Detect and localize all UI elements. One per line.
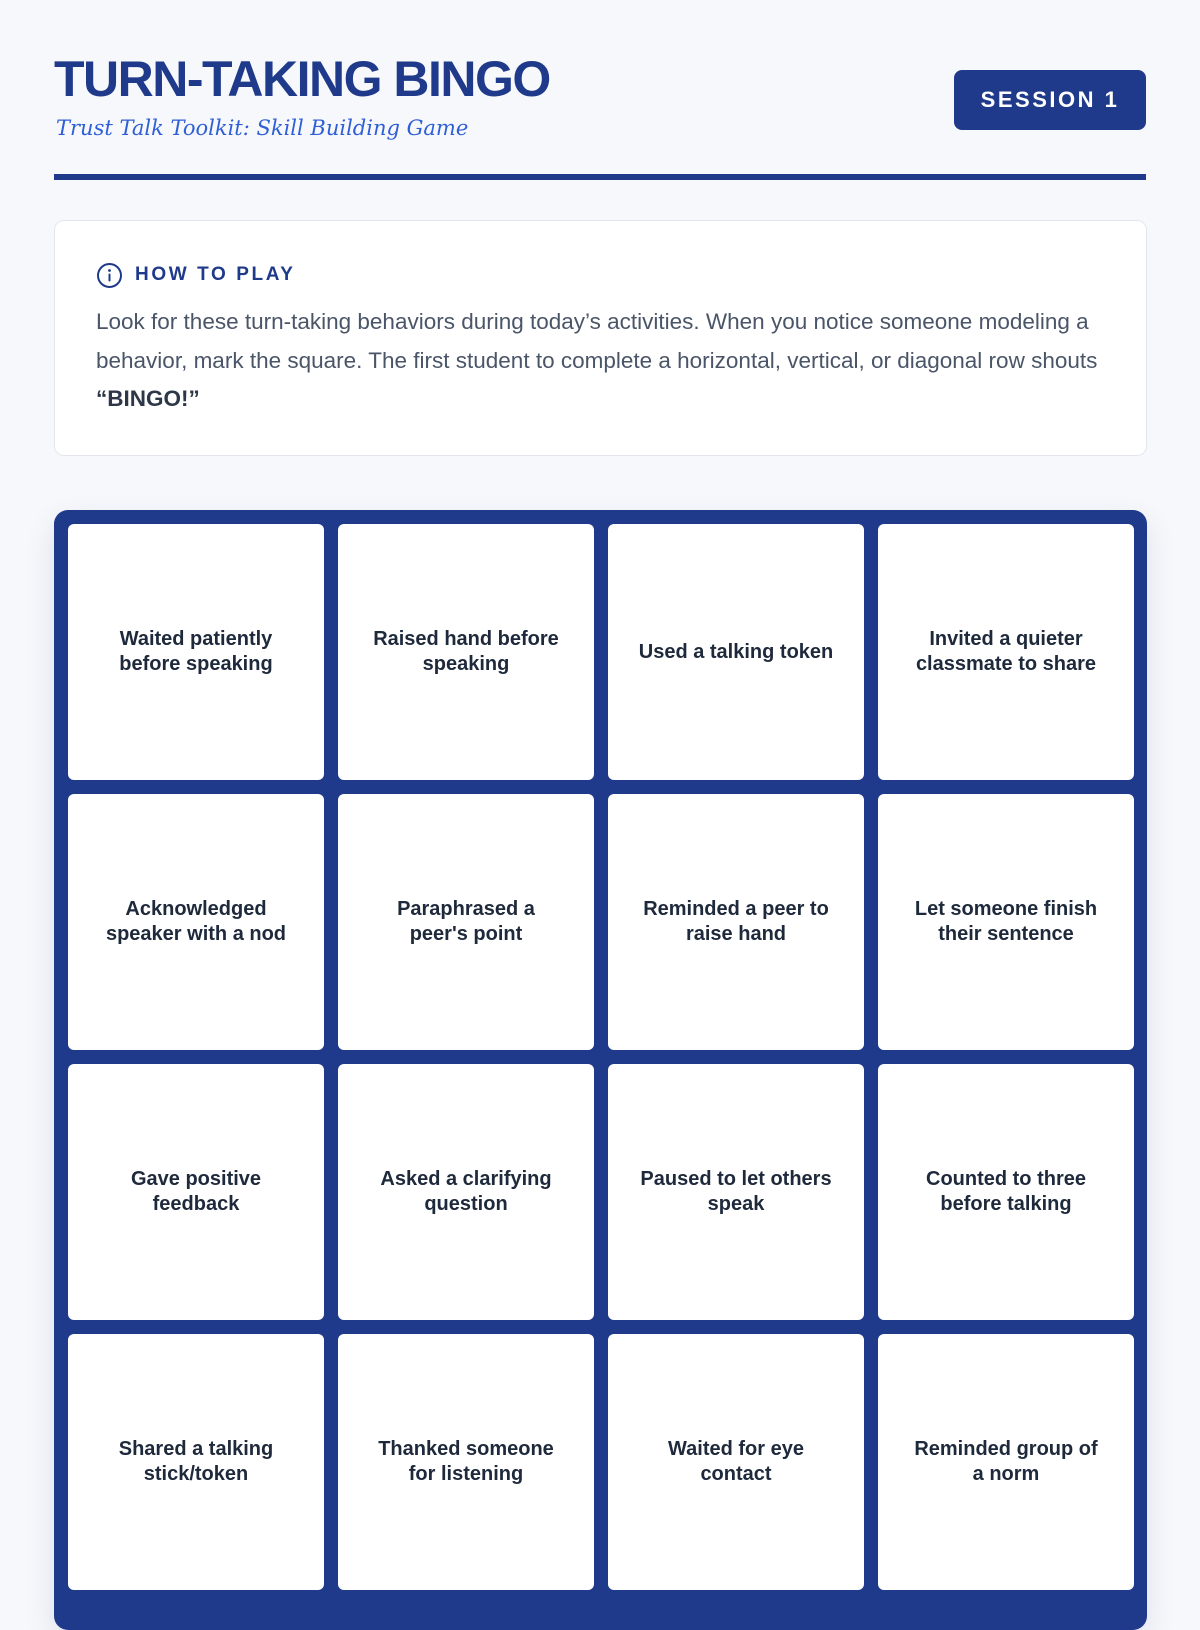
- bingo-board: [54, 510, 1147, 1630]
- bingo-callout: “BINGO!”: [96, 386, 200, 411]
- bingo-square[interactable]: [878, 1064, 1134, 1320]
- bingo-square-label: Used a talking token: [638, 640, 834, 663]
- how-to-play-card: [54, 220, 1147, 456]
- bingo-square-label: Asked a clarifying question: [380, 1168, 552, 1215]
- bingo-square-label: Reminded a peer to raise hand: [643, 898, 829, 945]
- session-badge: SESSION 1: [954, 70, 1146, 130]
- page-subtitle: Trust Talk Toolkit: Skill Building Game: [56, 116, 469, 140]
- page-title: TURN-TAKING BINGO: [54, 51, 550, 107]
- info-icon: [96, 262, 123, 289]
- bingo-square[interactable]: [338, 794, 594, 1050]
- bingo-square-label: Paraphrased a peer's point: [397, 898, 535, 945]
- bingo-square-label: Thanked someone for listening: [378, 1438, 554, 1485]
- bingo-square-label: Gave positive feedback: [130, 1168, 262, 1215]
- bingo-square-label: Let someone finish their sentence: [914, 898, 1098, 945]
- bingo-square[interactable]: [608, 524, 864, 780]
- bingo-square-label: Raised hand before speaking: [373, 628, 559, 675]
- bingo-square[interactable]: [608, 1064, 864, 1320]
- how-to-play-text: [96, 303, 1106, 419]
- bingo-square[interactable]: [608, 1334, 864, 1590]
- bingo-square[interactable]: [878, 1334, 1134, 1590]
- bingo-square[interactable]: [68, 1064, 324, 1320]
- bingo-square[interactable]: [878, 794, 1134, 1050]
- bingo-square-label: Waited patiently before speaking: [119, 628, 273, 675]
- bingo-square-label: Invited a quieter classmate to share: [915, 628, 1097, 675]
- bingo-square[interactable]: [68, 1334, 324, 1590]
- bingo-square-label: Paused to let others speak: [640, 1168, 832, 1215]
- how-to-play-body: Look for these turn-taking behaviors during today’s activities. When you notice someone modeling a behavior, mark the square. The first student to complete a horizontal, vertical, or diagonal row shouts: [96, 309, 1098, 373]
- bingo-square[interactable]: [338, 1334, 594, 1590]
- bingo-square-label: Reminded group of a norm: [914, 1438, 1098, 1485]
- bingo-square-label: Shared a talking stick/token: [118, 1438, 274, 1485]
- page-header: [54, 0, 1146, 180]
- bingo-square-label: Counted to three before talking: [926, 1168, 1086, 1215]
- bingo-square[interactable]: [68, 794, 324, 1050]
- bingo-square[interactable]: [68, 524, 324, 780]
- bingo-square[interactable]: [608, 794, 864, 1050]
- bingo-square[interactable]: [878, 524, 1134, 780]
- bingo-square-label: Acknowledged speaker with a nod: [105, 898, 287, 945]
- how-to-play-header: [96, 261, 1106, 289]
- bingo-square-label: Waited for eye contact: [668, 1438, 804, 1485]
- how-to-play-title: HOW TO PLAY: [135, 264, 296, 285]
- bingo-square[interactable]: [338, 1064, 594, 1320]
- bingo-square[interactable]: [338, 524, 594, 780]
